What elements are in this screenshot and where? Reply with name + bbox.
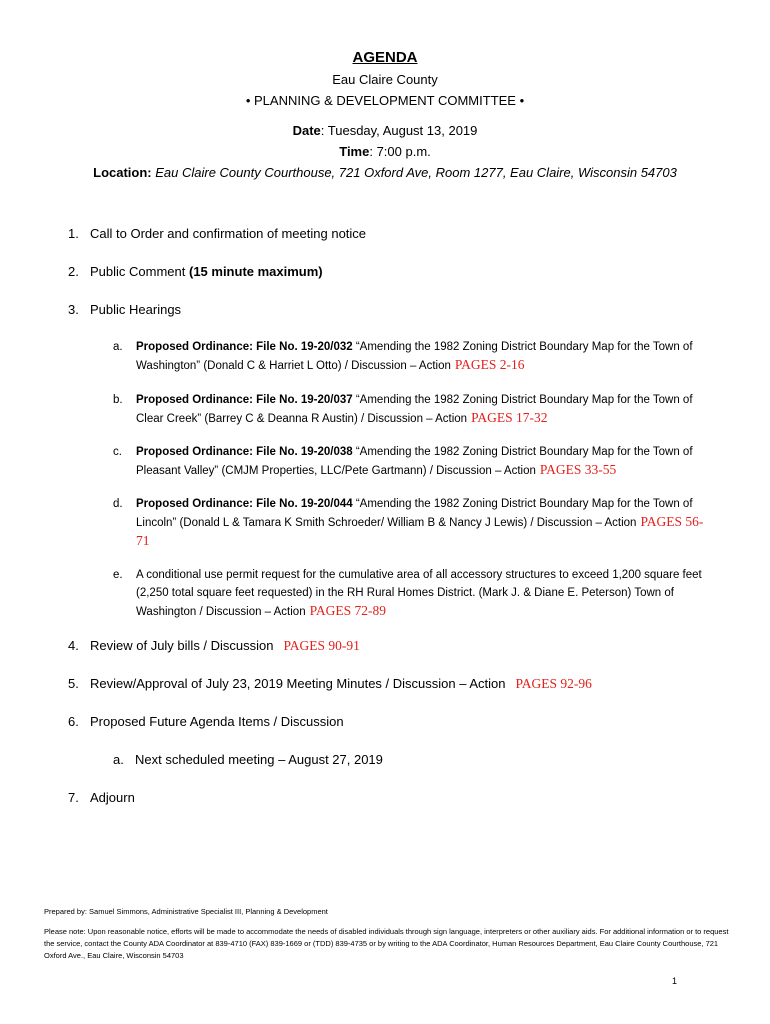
page-title: AGENDA <box>352 49 418 66</box>
item-text: Call to Order and confirmation of meeting notice <box>90 226 367 241</box>
agenda-item-3 <box>68 302 181 317</box>
hearing-title: Proposed Ordinance: File No. 19-20/038 <box>136 446 353 458</box>
time-value: : 7:00 p.m. <box>369 144 431 159</box>
item-number: 6. <box>68 714 79 729</box>
agenda-item-4 <box>68 638 360 654</box>
item-text: Public Comment <box>90 264 189 279</box>
agenda-item-5 <box>68 676 592 692</box>
agenda-item-6 <box>68 714 344 729</box>
item-number: 4. <box>68 638 79 653</box>
hearing-text: “Amending the 1982 Zoning District Boundary Map for the Town of Washington” (Donald C & Harriet L Otto) / Discussion – Action <box>136 341 693 372</box>
page-number: 1 <box>672 976 678 986</box>
item-text: Adjourn <box>90 790 135 805</box>
hearing-letter: c. <box>113 446 122 458</box>
agenda-item-7 <box>68 790 135 805</box>
hearing-c <box>113 443 713 480</box>
item-text: Proposed Future Agenda Items / Discussion <box>90 714 344 729</box>
item-text: Review/Approval of July 23, 2019 Meeting Minutes / Discussion – Action <box>90 676 506 691</box>
county-name: Eau Claire County <box>332 72 438 87</box>
hearing-text: A conditional use permit request for the cumulative area of all accessory structures to exceed 1,200 square feet (2,250 total square feet requested) in the RH Rural Homes District. (Mark J. & Diane E. Peterson) Town of Washington / Discussion – Action <box>136 569 702 618</box>
page-reference: PAGES 17-32 <box>471 410 548 425</box>
hearing-letter: b. <box>113 394 123 406</box>
meeting-location <box>0 165 770 180</box>
agenda-item-2 <box>68 264 323 279</box>
location-value: Eau Claire County Courthouse, 721 Oxford Ave, Room 1277, Eau Claire, Wisconsin 54703 <box>151 165 677 180</box>
item-text: Next scheduled meeting – August 27, 2019 <box>135 752 383 767</box>
hearing-b <box>113 391 713 428</box>
hearing-letter: e. <box>113 569 123 581</box>
hearing-a <box>113 338 713 375</box>
committee-name: • PLANNING & DEVELOPMENT COMMITTEE • <box>245 93 525 108</box>
location-label: Location: <box>93 165 152 180</box>
date-value: : Tuesday, August 13, 2019 <box>320 123 478 138</box>
item-text: Review of July bills / Discussion <box>90 638 274 653</box>
agenda-item-1 <box>68 226 366 241</box>
item-number: 5. <box>68 676 79 691</box>
hearing-title: Proposed Ordinance: File No. 19-20/032 <box>136 341 353 353</box>
ada-note: Please note: Upon reasonable notice, efforts will be made to accommodate the needs of disabled individuals through sign language, interpreters or other auxiliary aids. For additional information or to request the service, contact the County ADA Coordinator at 839-4710 (FAX) 839-1669 or (TDD) 839-4735 or by writing to the ADA Coordinator, Human Resources Department, Eau Claire County Courthouse, 721 Oxford Ave., Eau Claire, Wisconsin 54703 <box>44 927 729 960</box>
time-label: Time <box>339 144 370 159</box>
page-reference: PAGES 56-71 <box>136 514 704 548</box>
hearing-text: “Amending the 1982 Zoning District Boundary Map for the Town of Lincoln” (Donald L & Tamara K Smith Schroeder/ William B & Nancy J Lewis) / Discussion – Action <box>136 498 693 529</box>
page-reference: PAGES 90-91 <box>283 638 360 653</box>
item-number: 2. <box>68 264 79 279</box>
prepared-by: Prepared by: Samuel Simmons, Administrative Specialist III, Planning & Development <box>44 907 328 916</box>
page-reference: PAGES 33-55 <box>539 462 617 477</box>
hearing-title: Proposed Ordinance: File No. 19-20/044 <box>136 498 353 510</box>
page-reference: PAGES 2-16 <box>454 357 525 372</box>
hearing-title: Proposed Ordinance: File No. 19-20/037 <box>136 394 353 406</box>
date-label: Date <box>292 123 321 138</box>
item-number: 7. <box>68 790 79 805</box>
meeting-date <box>0 123 770 138</box>
meeting-time <box>0 144 770 159</box>
item-number: 1. <box>68 226 79 241</box>
future-item-a <box>113 752 383 767</box>
item-text: Public Hearings <box>90 302 182 317</box>
hearing-d <box>113 495 713 551</box>
hearing-text: “Amending the 1982 Zoning District Boundary Map for the Town of Clear Creek” (Barrey C & Deanna R Austin) / Discussion – Action <box>136 394 693 425</box>
page-reference: PAGES 72-89 <box>309 603 387 618</box>
item-bold-text: (15 minute maximum) <box>188 264 323 279</box>
hearing-e <box>113 566 713 621</box>
item-letter: a. <box>113 752 124 767</box>
hearing-text: “Amending the 1982 Zoning District Boundary Map for the Town of Pleasant Valley” (CMJM Properties, LLC/Pete Gartmann) / Discussion – Action <box>136 446 693 477</box>
hearing-letter: d. <box>113 498 123 510</box>
item-number: 3. <box>68 302 79 317</box>
page-reference: PAGES 92-96 <box>515 676 592 691</box>
hearing-letter: a. <box>113 341 123 353</box>
